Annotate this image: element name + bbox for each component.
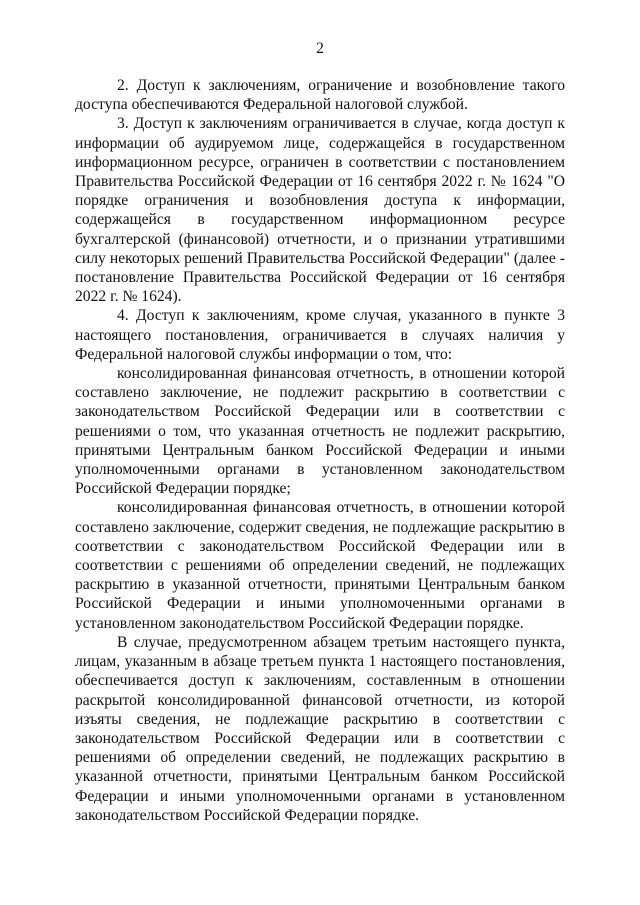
paragraph-access-case: В случае, предусмотренном абзацем третьим настоящего пункта, лицам, указанным в абзаце третьем пункта 1 настоящего постановления, обеспечивается доступ к заключениям, составленным в отношении раскрытой консолидированной финансовой отчетности, из которой изъяты сведения, не подлежащие раскрытию в соответствии с законодательством Российской Федерации или в соответствии с решениями об определении сведений, не подлежащих раскрытию в указанной отчетности, принятыми Центральным банком Российской Федерации и иными уполномоченными органами в установленном законодательством Российской Федерации порядке. — [75, 633, 565, 824]
paragraph-point-3: 3. Доступ к заключениям ограничивается в случае, когда доступ к информации об аудируемом лице, содержащейся в государственном информационном ресурсе, ограничен в соответствии с постановлением Правительства Российской Федерации от 16 сентября 2022 г. № 1624 "О порядке ограничения и возобновления доступа к информации, содержащейся в государственном информационном ресурсе бухгалтерской (финансовой) отчетности, и о признании утратившими силу некоторых решений Правительства Российской Федерации" (далее - постановление Правительства Российской Федерации от 16 сентября 2022 г. № 1624). — [75, 115, 565, 306]
paragraph-point-2: 2. Доступ к заключениям, ограничение и возобновление такого доступа обеспечиваются Федеральной налоговой службой. — [75, 77, 565, 114]
page-number: 2 — [316, 40, 324, 57]
paragraph-point-4-subitem-2: консолидированная финансовая отчетность, в отношении которой составлено заключение, содержит сведения, не подлежащие раскрытию в соответствии с законодательством Российской Федерации или в соответствии с решениями об определении сведений, не подлежащих раскрытию в указанной отчетности, принятыми Центральным банком Российской Федерации и иными уполномоченными органами в установленном законодательством Российской Федерации порядке. — [75, 499, 565, 632]
paragraph-point-4-subitem-1: консолидированная финансовая отчетность, в отношении которой составлено заключение, не подлежит раскрытию в соответствии с законодательством Российской Федерации или в соответствии с решениями о том, что указанная отчетность не подлежит раскрытию, принятыми Центральным банком Российской Федерации и иными уполномоченными органами в установленном законодательством Российской Федерации порядке; — [75, 365, 565, 498]
document-body — [75, 76, 565, 825]
paragraph-point-4: 4. Доступ к заключениям, кроме случая, указанного в пункте 3 настоящего постановления, ограничивается в случаях наличия у Федеральной налоговой службы информации о том, что: — [75, 307, 565, 363]
